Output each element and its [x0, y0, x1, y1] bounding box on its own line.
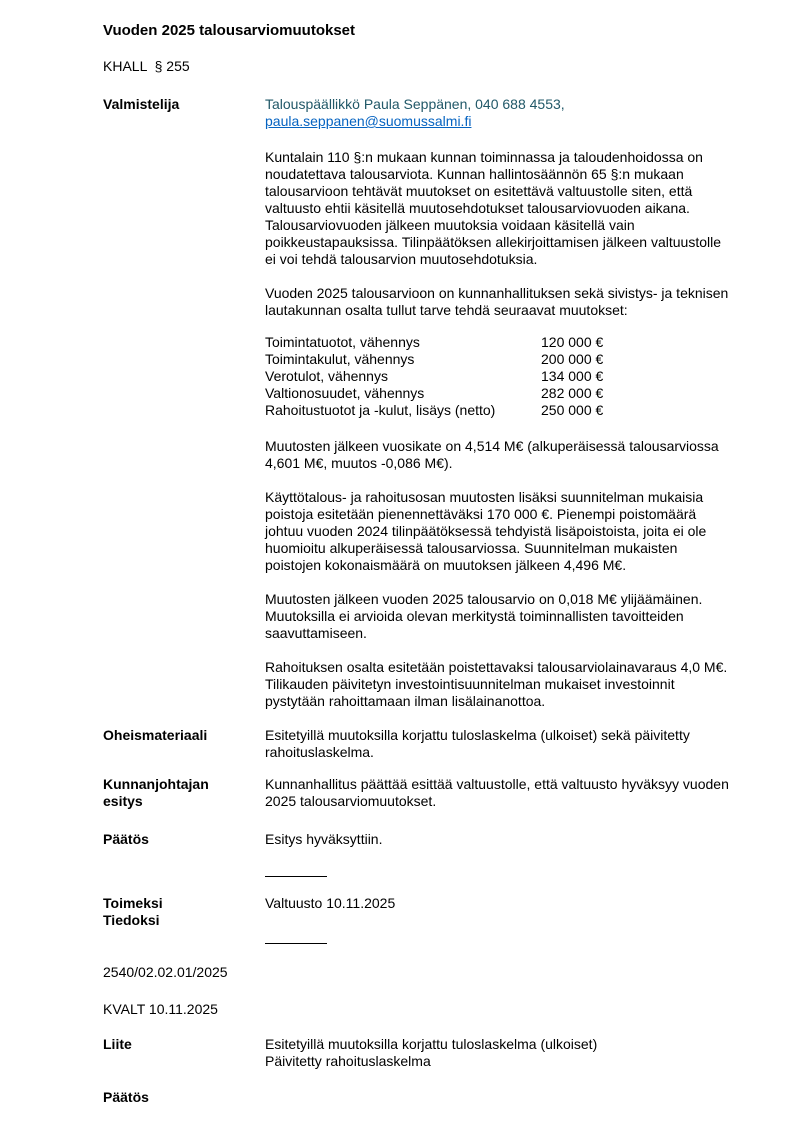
separator-line [265, 876, 327, 877]
paragraph-row [103, 149, 734, 268]
preparer-email-link[interactable]: paula.seppanen@suomussalmi.fi [265, 113, 472, 129]
oheismateriaali-label: Oheismateriaali [103, 727, 208, 743]
preparer-contact: Talouspäällikkö Paula Seppänen, 040 688 4553, [265, 96, 565, 112]
budget-item-label: Toimintatuotot, vähennys [265, 334, 420, 350]
budget-item-label: Toimintakulut, vähennys [265, 351, 415, 367]
valmistelija-label: Valmistelija [103, 96, 180, 112]
table-row [265, 368, 735, 385]
paragraph-row [103, 591, 734, 642]
valmistelija-content [265, 96, 735, 130]
paatos-label: Päätös [103, 831, 149, 847]
budget-item-amount: 200 000 € [541, 351, 604, 367]
paatos-section [103, 831, 734, 848]
liite-section [103, 1036, 734, 1070]
toimeksi-tiedoksi-section [103, 895, 734, 929]
valmistelija-section [103, 96, 734, 130]
paragraph-row [103, 489, 734, 574]
paragraph-rahoitus: Rahoituksen osalta esitetään poistettavaksi talousarviolainavaraus 4,0 M€. Tilikauden päivitetyn investointisuunnitelman mukaiset investoinnit pystytään rahoittamaan ilman lisälainanottoa. [265, 659, 728, 709]
liite-content [265, 1036, 735, 1070]
paragraph-row [103, 285, 734, 319]
kvalt-reference: KVALT 10.11.2025 [103, 1001, 218, 1017]
toimeksi-tiedoksi-text: Valtuusto 10.11.2025 [265, 895, 396, 911]
oheismateriaali-text: Esitetyillä muutoksilla korjattu tuloslaskelma (ulkoiset) sekä päivitetty rahoituslaskelma. [265, 727, 690, 760]
budget-changes-table [103, 334, 734, 419]
paatos-text: Esitys hyväksyttiin. [265, 831, 383, 847]
toimeksi-tiedoksi-label: Toimeksi Tiedoksi [103, 895, 163, 928]
table-row [265, 385, 735, 402]
page-title: Vuoden 2025 talousarviomuutokset [103, 22, 356, 39]
kunnanjohtajan-esitys-text: Kunnanhallitus päättää esittää valtuustolle, että valtuusto hyväksyy vuoden 2025 talousarviomuutokset. [265, 776, 729, 809]
budget-item-amount: 120 000 € [541, 334, 604, 350]
budget-item-amount: 282 000 € [541, 385, 604, 401]
paragraph-vuosikate: Muutosten jälkeen vuosikate on 4,514 M€ (alkuperäisessä talousarviossa 4,601 M€, muutos -0,086 M€). [265, 438, 719, 471]
diary-number: 2540/02.02.01/2025 [103, 964, 228, 980]
paragraph-kuntalaki: Kuntalain 110 §:n mukaan kunnan toiminnassa ja taloudenhoidossa on noudatettava talousarviota. Kunnan hallintosäännön 65 §:n mukaan talousarvioon tehtävät muutokset on esitettävä valtuustolle siten, että valtuusto ehtii käsitellä muutosehdotukset talousarviovuoden aikana. Talousarviovuoden jälkeen muutoksia voidaan käsitellä vain poikkeustapauksissa. Tilinpäätöksen allekirjoittamisen jälkeen valtuustolle ei voi tehdä talousarvion muutosehdotuksia. [265, 149, 722, 267]
paragraph-row [103, 438, 734, 472]
budget-item-amount: 250 000 € [541, 402, 604, 418]
budget-item-label: Verotulot, vähennys [265, 368, 388, 384]
budget-item-label: Rahoitustuotot ja -kulut, lisäys (netto) [265, 402, 496, 418]
paragraph-muutostarve: Vuoden 2025 talousarvioon on kunnanhallituksen sekä sivistys- ja teknisen lautakunnan osalta tullut tarve tehdä seuraavat muutokset: [265, 285, 729, 318]
table-row [265, 351, 735, 368]
budget-item-amount: 134 000 € [541, 368, 604, 384]
paragraph-poistot: Käyttötalous- ja rahoitusosan muutosten lisäksi suunnitelman mukaisia poistoja esitetään pienennettäväksi 170 000 €. Pienempi poistomäärä johtuu vuoden 2024 tilinpäätöksessä tehdyistä lisäpoistoista, joita ei ole huomioitu alkuperäisessä talousarviossa. Suunnitelman mukaisten poistojen kokonaismäärä on muutoksen jälkeen 4,496 M€. [265, 489, 707, 573]
paragraph-ylijaama: Muutosten jälkeen vuoden 2025 talousarvio on 0,018 M€ ylijäämäinen. Muutoksilla ei arvioida olevan merkitystä toiminnallisten tavoitteiden saavuttamiseen. [265, 591, 703, 641]
paatos2-section [103, 1089, 734, 1106]
oheismateriaali-section [103, 727, 734, 761]
kunnanjohtajan-esitys-section [103, 776, 734, 810]
separator-line [265, 943, 327, 944]
liite-item: Päivitetty rahoituslaskelma [265, 1053, 431, 1069]
section-reference: KHALL § 255 [103, 58, 190, 74]
paatos2-label: Päätös [103, 1089, 149, 1105]
liite-item: Esitetyillä muutoksilla korjattu tuloslaskelma (ulkoiset) [265, 1036, 598, 1052]
table-row [265, 402, 735, 419]
liite-label: Liite [103, 1036, 132, 1052]
budget-item-label: Valtionosuudet, vähennys [265, 385, 425, 401]
paragraph-row [103, 659, 734, 710]
table-row [265, 334, 735, 351]
kunnanjohtajan-esitys-label: Kunnanjohtajan esitys [103, 776, 209, 809]
